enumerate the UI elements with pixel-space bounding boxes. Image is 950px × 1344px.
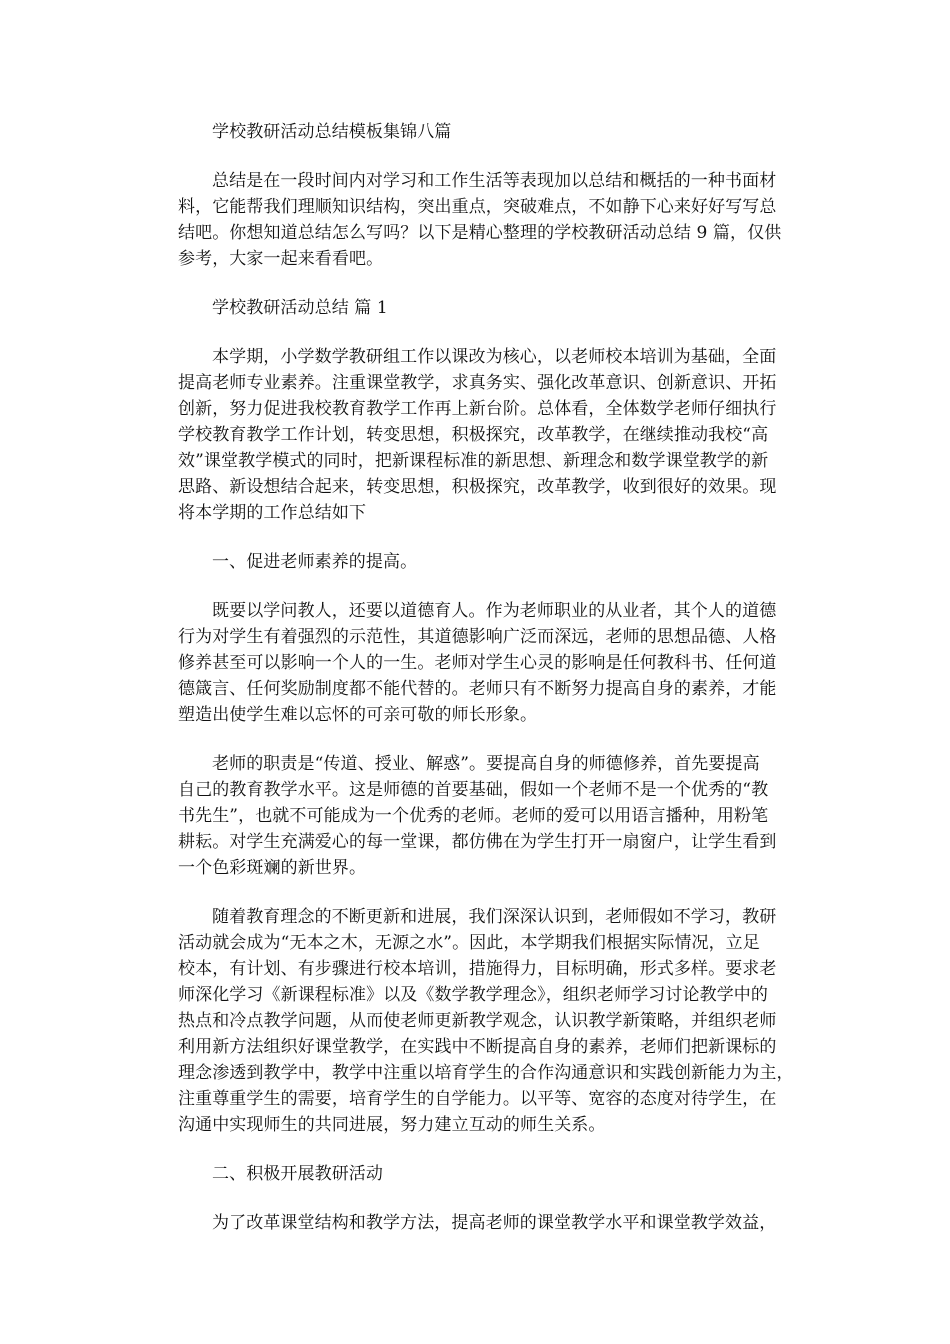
paragraph: [178, 1210, 778, 1236]
text-line: 热点和冷点教学问题，从而使老师更新教学观念，认识教学新策略，并组织老师: [178, 1011, 777, 1031]
subheading: 一、促进老师素养的提高。: [212, 552, 418, 572]
text-line: 为了改革课堂结构和教学方法，提高老师的课堂教学水平和课堂教学效益，: [212, 1213, 777, 1233]
text-line: 既要以学问教人，还要以道德育人。作为老师职业的从业者，其个人的道德: [212, 601, 777, 621]
text-line: 沟通中实现师生的共同进展，努力建立互动的师生关系。: [178, 1115, 606, 1135]
paragraph: [178, 344, 778, 526]
text-line: 利用新方法组织好课堂教学，在实践中不断提高自身的素养，老师们把新课标的: [178, 1037, 777, 1057]
text-line: 理念渗透到教学中，教学中注重以培育学生的合作沟通意识和实践创新能力为主，: [178, 1063, 794, 1083]
text-line: 一个色彩斑斓的新世界。: [178, 858, 367, 878]
text-line: 将本学期的工作总结如下: [178, 503, 367, 523]
text-line: 提高老师专业素养。注重课堂教学，求真务实、强化改革意识、创新意识、开拓: [178, 373, 777, 393]
document-title: 学校教研活动总结模板集锦八篇: [212, 122, 452, 142]
text-line: 思路、新设想结合起来，转变思想，积极探究，改革教学，收到很好的效果。现: [178, 477, 777, 497]
text-line: 塑造出使学生难以忘怀的可亲可敬的师长形象。: [178, 705, 538, 725]
text-line: 自己的教育教学水平。这是师德的首要基础，假如一个老师不是一个优秀的“教: [178, 780, 769, 800]
text-line: 效”课堂教学模式的同时，把新课程标准的新思想、新理念和数学课堂教学的新: [178, 451, 769, 471]
text-line: 注重尊重学生的需要，培育学生的自学能力。以平等、宽容的态度对待学生，在: [178, 1089, 777, 1109]
intro-paragraph: [178, 168, 782, 272]
text-line: 参考，大家一起来看看吧。: [178, 249, 384, 269]
text-line: 结吧。你想知道总结怎么写吗？以下是精心整理的学校教研活动总结 9 篇，仅供: [178, 223, 782, 243]
text-line: 本学期，小学数学教研组工作以课改为核心，以老师校本培训为基础，全面: [212, 347, 777, 367]
text-line: 活动就会成为“无本之木，无源之水”。因此，本学期我们根据实际情况，立足: [178, 933, 760, 953]
text-line: 老师的职责是“传道、授业、解惑”。要提高自身的师德修养，首先要提高: [212, 754, 760, 774]
text-line: 行为对学生有着强烈的示范性，其道德影响广泛而深远，老师的思想品德、人格: [178, 627, 777, 647]
subheading: 二、积极开展教研活动: [212, 1164, 383, 1184]
paragraph: [178, 751, 778, 881]
text-line: 书先生”，也就不可能成为一个优秀的老师。老师的爱可以用语言播种，用粉笔: [178, 806, 769, 826]
text-line: 修养甚至可以影响一个人的一生。老师对学生心灵的影响是任何教科书、任何道: [178, 653, 777, 673]
text-line: 校本，有计划、有步骤进行校本培训，措施得力，目标明确，形式多样。要求老: [178, 959, 777, 979]
paragraph: [178, 598, 778, 728]
text-line: 德箴言、任何奖励制度都不能代替的。老师只有不断努力提高自身的素养，才能: [178, 679, 777, 699]
text-line: 师深化学习《新课程标准》以及《数学教学理念》，组织老师学习讨论教学中的: [178, 985, 768, 1005]
text-line: 学校教育教学工作计划，转变思想，积极探究，改革教学，在继续推动我校“高: [178, 425, 769, 445]
section-title: 学校教研活动总结 篇 1: [212, 298, 388, 318]
text-line: 耕耘。对学生充满爱心的每一堂课，都仿佛在为学生打开一扇窗户，让学生看到: [178, 832, 777, 852]
paragraph: [178, 904, 794, 1138]
document-page: [178, 119, 794, 1236]
text-line: 随着教育理念的不断更新和进展，我们深深认识到，老师假如不学习，教研: [212, 907, 777, 927]
text-line: 料，它能帮我们理顺知识结构，突出重点，突破难点，不如静下心来好好写写总: [178, 197, 777, 217]
text-line: 总结是在一段时间内对学习和工作生活等表现加以总结和概括的一种书面材: [212, 171, 777, 191]
text-line: 创新，努力促进我校教育教学工作再上新台阶。总体看，全体数学老师仔细执行: [178, 399, 777, 419]
